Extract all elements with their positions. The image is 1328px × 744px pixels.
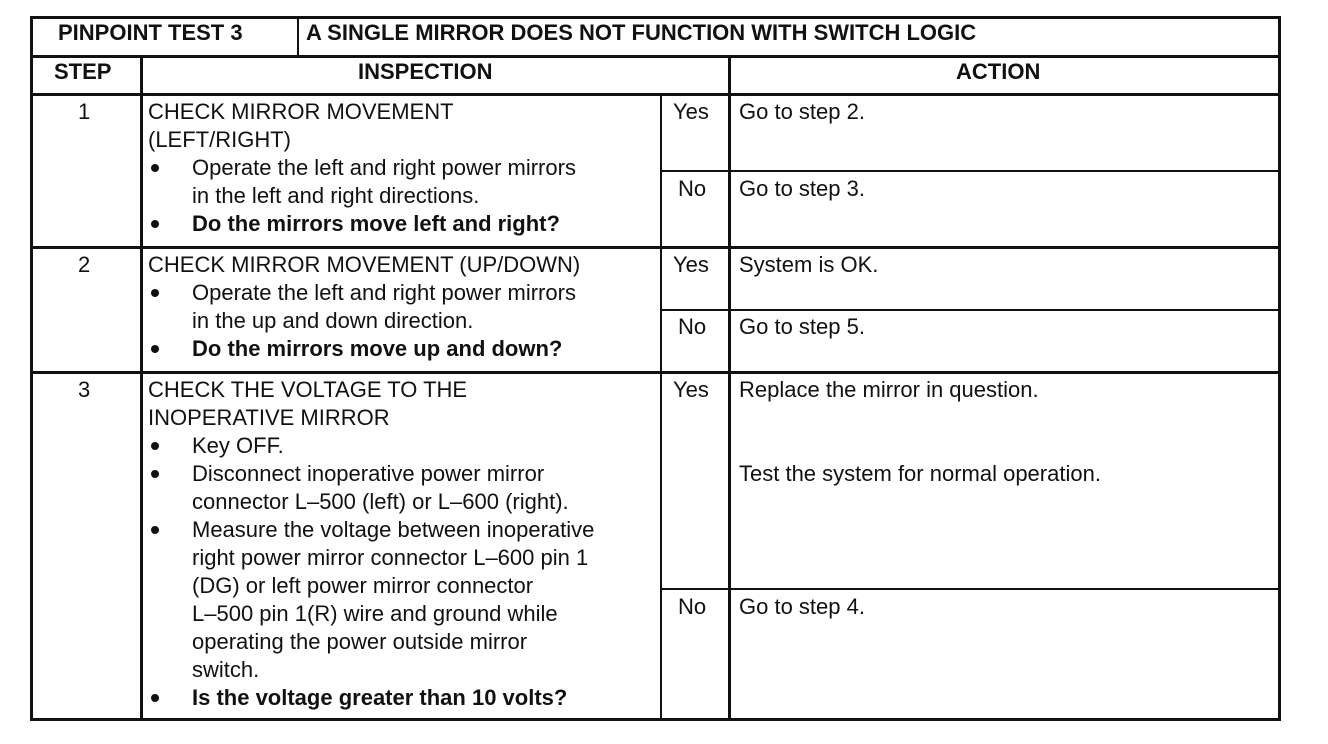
bullet-icon [151, 220, 159, 228]
instruction-line: Disconnect inoperative power mirror [192, 461, 545, 486]
rule [30, 246, 1281, 249]
step-number: 2 [78, 252, 91, 277]
instruction-line: Key OFF. [192, 433, 284, 458]
rule [660, 170, 1281, 172]
no-action: Go to step 4. [739, 594, 865, 619]
instruction-line: right power mirror connector L–600 pin 1 [192, 545, 589, 570]
header-action: ACTION [956, 59, 1041, 84]
instruction-line: operating the power outside mirror [192, 629, 528, 654]
rule [30, 55, 1281, 58]
rule [297, 16, 299, 57]
rule [30, 371, 1281, 374]
test-title: A SINGLE MIRROR DOES NOT FUNCTION WITH SWITCH LOGIC [306, 20, 977, 45]
rule [660, 93, 662, 721]
bullet-icon [151, 345, 159, 353]
instruction-line: Operate the left and right power mirrors [192, 155, 576, 180]
instruction-line: switch. [192, 657, 260, 682]
no-label: No [678, 176, 707, 201]
question: Do the mirrors move left and right? [192, 211, 560, 236]
step-number: 1 [78, 99, 91, 124]
question: Is the voltage greater than 10 volts? [192, 685, 568, 710]
bullet-icon [151, 164, 159, 172]
question: Do the mirrors move up and down? [192, 336, 563, 361]
header-inspection: INSPECTION [358, 59, 493, 84]
instruction-line: in the up and down direction. [192, 308, 474, 333]
step-heading: INOPERATIVE MIRROR [148, 405, 390, 430]
instruction-line: connector L–500 (left) or L–600 (right). [192, 489, 569, 514]
header-step: STEP [54, 59, 112, 84]
no-action: Go to step 3. [739, 176, 865, 201]
rule [140, 55, 143, 721]
yes-label: Yes [673, 377, 709, 402]
step-heading: (LEFT/RIGHT) [148, 127, 291, 152]
bullet-icon [151, 289, 159, 297]
rule [728, 55, 731, 721]
instruction-line: Measure the voltage between inoperative [192, 517, 595, 542]
no-action: Go to step 5. [739, 314, 865, 339]
step-number: 3 [78, 377, 91, 402]
no-label: No [678, 594, 707, 619]
rule [660, 309, 1281, 311]
rule [660, 588, 1281, 590]
instruction-line: Operate the left and right power mirrors [192, 280, 576, 305]
bullet-icon [151, 442, 159, 450]
rule [1278, 16, 1281, 721]
no-label: No [678, 314, 707, 339]
yes-label: Yes [673, 252, 709, 277]
instruction-line: L–500 pin 1(R) wire and ground while [192, 601, 558, 626]
test-label: PINPOINT TEST 3 [58, 20, 243, 45]
step-heading: CHECK MIRROR MOVEMENT [148, 99, 454, 124]
bullet-icon [151, 526, 159, 534]
step-heading: CHECK THE VOLTAGE TO THE [148, 377, 468, 402]
yes-action: Go to step 2. [739, 99, 865, 124]
yes-action: Test the system for normal operation. [739, 461, 1101, 486]
rule [30, 16, 33, 721]
step-heading: CHECK MIRROR MOVEMENT (UP/DOWN) [148, 252, 581, 277]
yes-label: Yes [673, 99, 709, 124]
instruction-line: in the left and right directions. [192, 183, 480, 208]
instruction-line: (DG) or left power mirror connector [192, 573, 534, 598]
rule [30, 718, 1281, 721]
bullet-icon [151, 694, 159, 702]
yes-action: System is OK. [739, 252, 879, 277]
rule [30, 93, 1281, 96]
yes-action: Replace the mirror in question. [739, 377, 1039, 402]
bullet-icon [151, 470, 159, 478]
